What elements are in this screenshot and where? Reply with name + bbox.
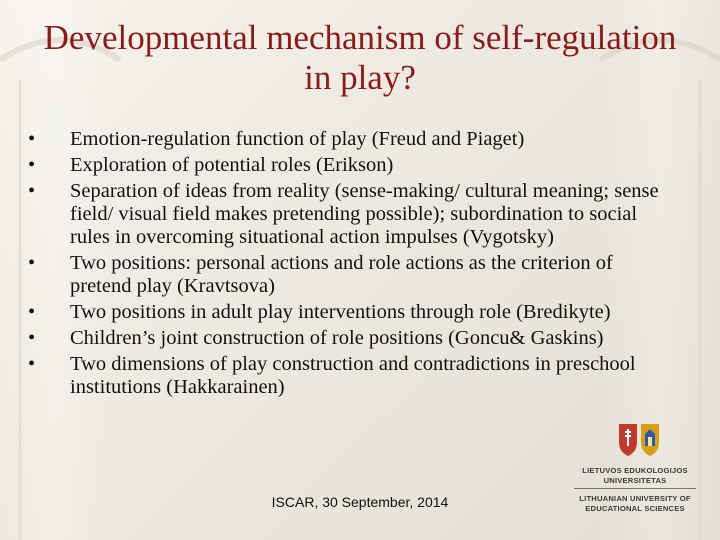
footer-text: ISCAR, 30 September, 2014 xyxy=(271,494,449,510)
logo-line: UNIVERSITETAS xyxy=(603,475,667,485)
bullet-marker: • xyxy=(28,128,36,150)
bullet-item xyxy=(26,154,666,177)
bullet-marker: • xyxy=(28,301,36,323)
logo-line: LIETUVOS EDUKOLOGIJOS xyxy=(582,466,688,475)
logo-divider xyxy=(574,488,696,489)
logo-text-lithuanian xyxy=(560,466,710,485)
bullet-text: Two positions: personal actions and role actions as the criterion of pretend play (Kravtsova) xyxy=(70,252,613,297)
bullet-marker: • xyxy=(28,252,36,274)
bullet-text: Two positions in adult play interventions through role (Bredikyte) xyxy=(70,301,611,323)
bullet-marker: • xyxy=(28,327,36,349)
bullet-text: Emotion-regulation function of play (Freud and Piaget) xyxy=(70,128,525,150)
slide-title: Developmental mechanism of self-regulation in play? xyxy=(43,18,677,97)
bullet-item xyxy=(26,353,666,399)
bullet-marker: • xyxy=(28,154,36,176)
university-emblem-icon xyxy=(617,420,661,460)
bullet-marker: • xyxy=(28,180,36,202)
bullet-item xyxy=(26,252,666,298)
logo-line: LITHUANIAN UNIVERSITY OF xyxy=(579,494,691,503)
logo-line: EDUCATIONAL SCIENCES xyxy=(585,503,685,513)
bullet-text: Separation of ideas from reality (sense-making/ cultural meaning; sense field/ visual field makes pretending possible); subordination to social rules in overcoming situational action impulses (Vygotsky) xyxy=(70,180,659,248)
bullet-item xyxy=(26,180,666,249)
bullet-list xyxy=(26,128,666,402)
bullet-text: Exploration of potential roles (Erikson) xyxy=(70,154,394,176)
bullet-text: Two dimensions of play construction and contradictions in preschool institutions (Hakkarainen) xyxy=(70,353,636,398)
bullet-text: Children’s joint construction of role positions (Goncu& Gaskins) xyxy=(70,327,604,349)
bullet-item xyxy=(26,301,666,324)
logo-text-english xyxy=(560,494,710,513)
bullet-item xyxy=(26,327,666,350)
bullet-marker: • xyxy=(28,353,36,375)
university-logo xyxy=(560,420,710,520)
bullet-item xyxy=(26,128,666,151)
